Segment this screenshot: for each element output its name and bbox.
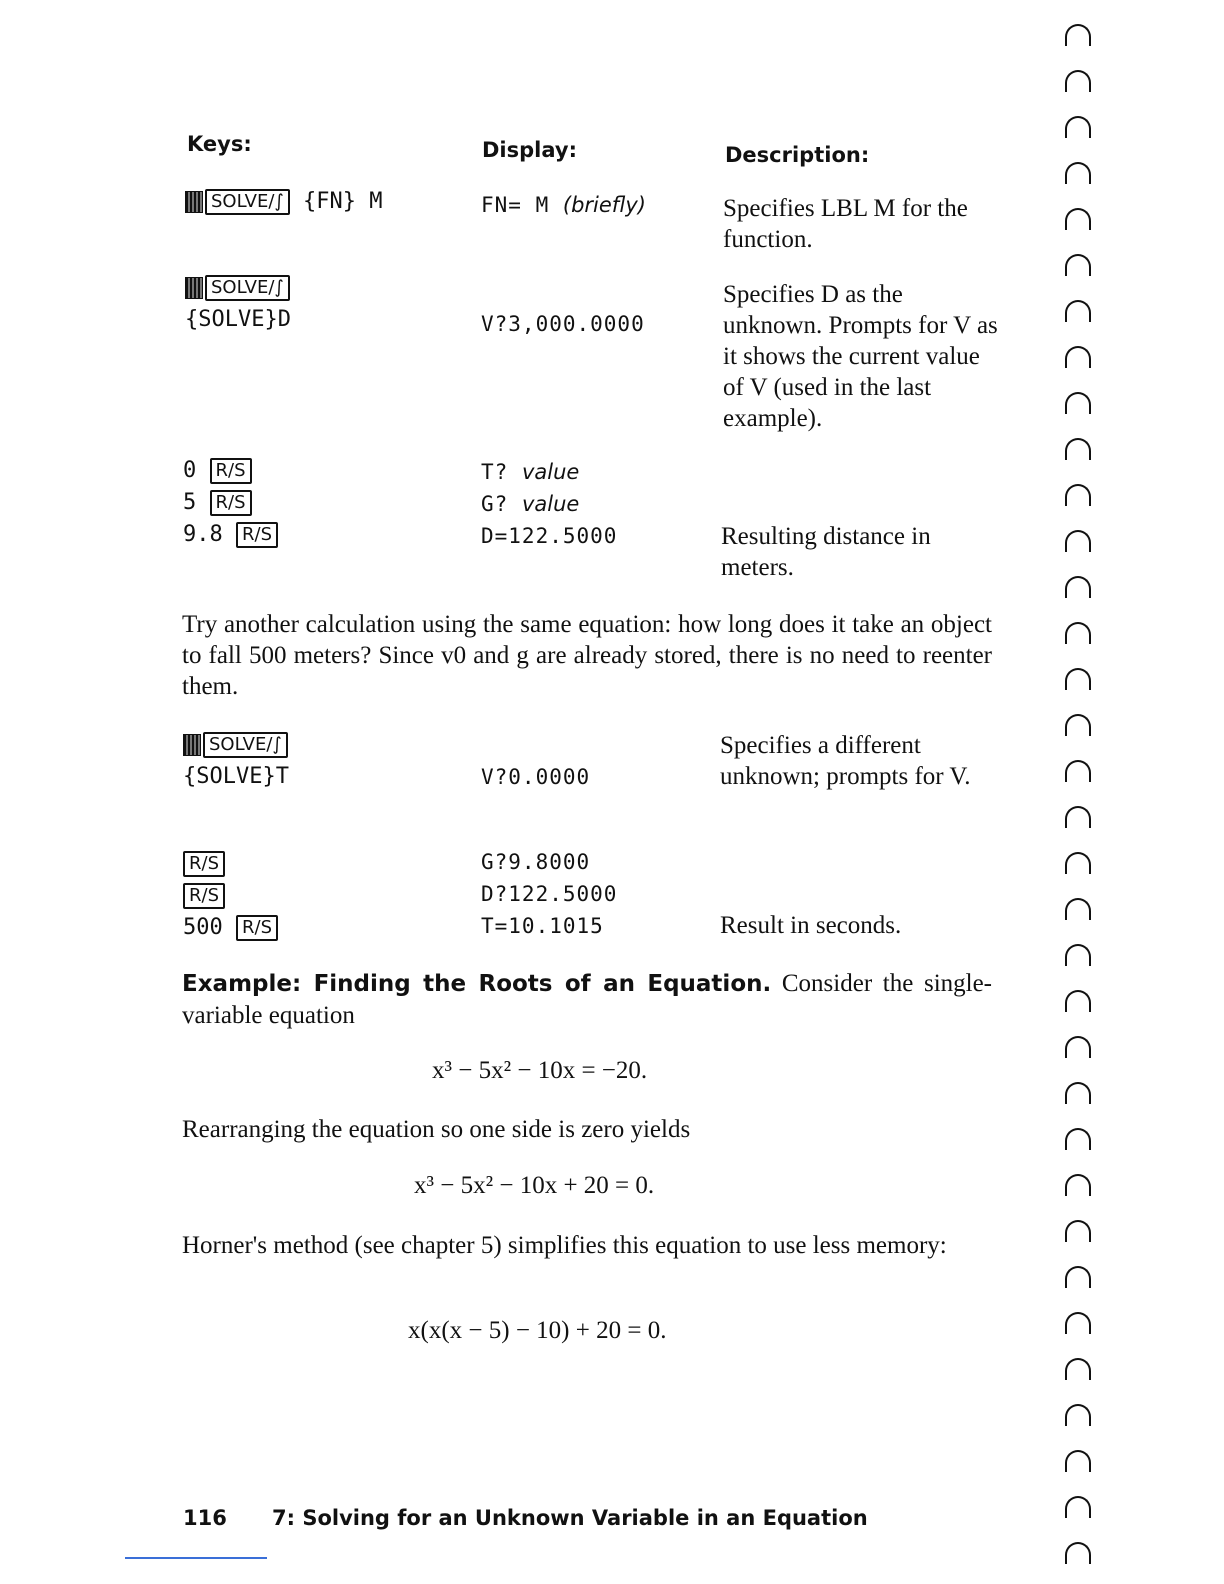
binding-ring-icon [1065,898,1091,920]
binding-ring-icon [1065,1450,1091,1472]
binding-ring-icon [1065,1496,1091,1518]
binding-ring-icon [1065,1542,1091,1564]
key-9-8: 9.8 [183,522,223,547]
display-value-word: value [521,460,580,484]
solve-d-keys: {SOLVE}D [185,307,291,332]
binding-ring-icon [1065,760,1091,782]
equation-2: x³ − 5x² − 10x + 20 = 0. [414,1172,655,1199]
description-1: Specifies LBL M for the function. [723,195,968,253]
paragraph-3: Horner's method (see chapter 5) simplifies this equation to use less memory: [182,1232,947,1259]
example-title: Example: Finding the Roots of an Equation. [182,971,772,997]
example-paragraph [182,968,992,1031]
key-500: 500 [183,915,223,940]
solve-key: SOLVE/∫ [203,732,288,758]
binding-ring-icon [1065,944,1091,966]
solve-key: SOLVE/∫ [205,189,290,215]
binding-ring-icon [1065,806,1091,828]
link-underline [125,1557,267,1559]
shift-key-icon [183,734,201,756]
binding-ring-icon [1065,300,1091,322]
binding-ring-icon [1065,852,1091,874]
binding-ring-icon [1065,484,1091,506]
display-v2: V?0.0000 [481,765,591,789]
shift-key-icon [185,191,203,213]
binding-ring-icon [1065,346,1091,368]
display-results [481,846,617,942]
rs-key: R/S [183,883,225,909]
display-g2: G?9.8000 [481,850,591,874]
key-0: 0 [183,458,197,483]
keys-row-fn [185,186,383,218]
description-header: Description: [725,143,870,167]
display-d2: D?122.5000 [481,882,618,906]
display-t-prompt: T? [481,460,509,484]
binding-ring-icon [1065,162,1091,184]
rs-key: R/S [210,458,252,484]
binding-ring-icon [1065,1358,1091,1380]
binding-ring-icon [1065,438,1091,460]
keys-row-solve-d [185,272,291,336]
description-2: Specifies D as the unknown. Prompts for V as it shows the current value of V (used in the last example). [723,281,998,432]
paragraph-2: Rearranging the equation so one side is zero yields [182,1116,691,1143]
rs-key: R/S [236,915,278,941]
paragraph-1: Try another calculation using the same equation: how long does it take an object to fall 500 meters? Since v0 and g are already stored, there is no need to reenter them. [182,611,992,700]
binding-ring-icon [1065,70,1091,92]
display-t-result: T=10.1015 [481,914,604,938]
shift-key-icon [185,277,203,299]
description-3: Resulting distance in meters. [721,523,931,581]
binding-ring-icon [1065,1312,1091,1334]
binding-ring-icon [1065,1174,1091,1196]
keys-row-values [183,455,278,551]
binding-ring-icon [1065,622,1091,644]
rs-key: R/S [183,851,225,877]
binding-ring-icon [1065,254,1091,276]
solve-key: SOLVE/∫ [205,275,290,301]
display-value-word: value [521,492,580,516]
rs-key: R/S [210,490,252,516]
binding-ring-icon [1065,1266,1091,1288]
keys-header: Keys: [187,132,252,156]
description-5: Result in seconds. [720,912,902,939]
binding-ring-icon [1065,392,1091,414]
binding-ring-icon [1065,576,1091,598]
binding-ring-icon [1065,668,1091,690]
display-prompts [481,456,617,552]
fn-menu-keys: {FN} M [303,189,383,214]
equation-3: x(x(x − 5) − 10) + 20 = 0. [408,1317,667,1344]
page-number: 116 [183,1506,227,1530]
binding-ring-icon [1065,1128,1091,1150]
display-header: Display: [482,138,577,162]
display-d-result: D=122.5000 [481,524,618,548]
binding-ring-icon [1065,714,1091,736]
binding-ring-icon [1065,990,1091,1012]
display-v1: V?3,000.0000 [481,312,645,336]
binding-ring-icon [1065,1082,1091,1104]
chapter-title: 7: Solving for an Unknown Variable in an Equation [272,1506,868,1530]
binding-ring-icon [1065,530,1091,552]
keys-row-solve-t [183,729,289,793]
rs-key: R/S [236,522,278,548]
display-g-prompt: G? [481,492,509,516]
display-fn [481,189,646,221]
binding-ring-icon [1065,1036,1091,1058]
equation-1: x³ − 5x² − 10x = −20. [432,1057,648,1084]
example-text: Consider the single-variable equation [182,970,993,1029]
binding-ring-icon [1065,1220,1091,1242]
description-4: Specifies a different unknown; prompts for V. [720,732,971,790]
display-fn-text: FN= M [481,193,550,217]
key-5: 5 [183,490,197,515]
binding-ring-icon [1065,116,1091,138]
keys-row-rs [183,848,278,944]
display-fn-note: (briefly) [562,193,646,217]
binding-ring-icon [1065,1404,1091,1426]
binding-ring-icon [1065,24,1091,46]
solve-t-keys: {SOLVE}T [183,764,289,789]
binding-ring-icon [1065,208,1091,230]
